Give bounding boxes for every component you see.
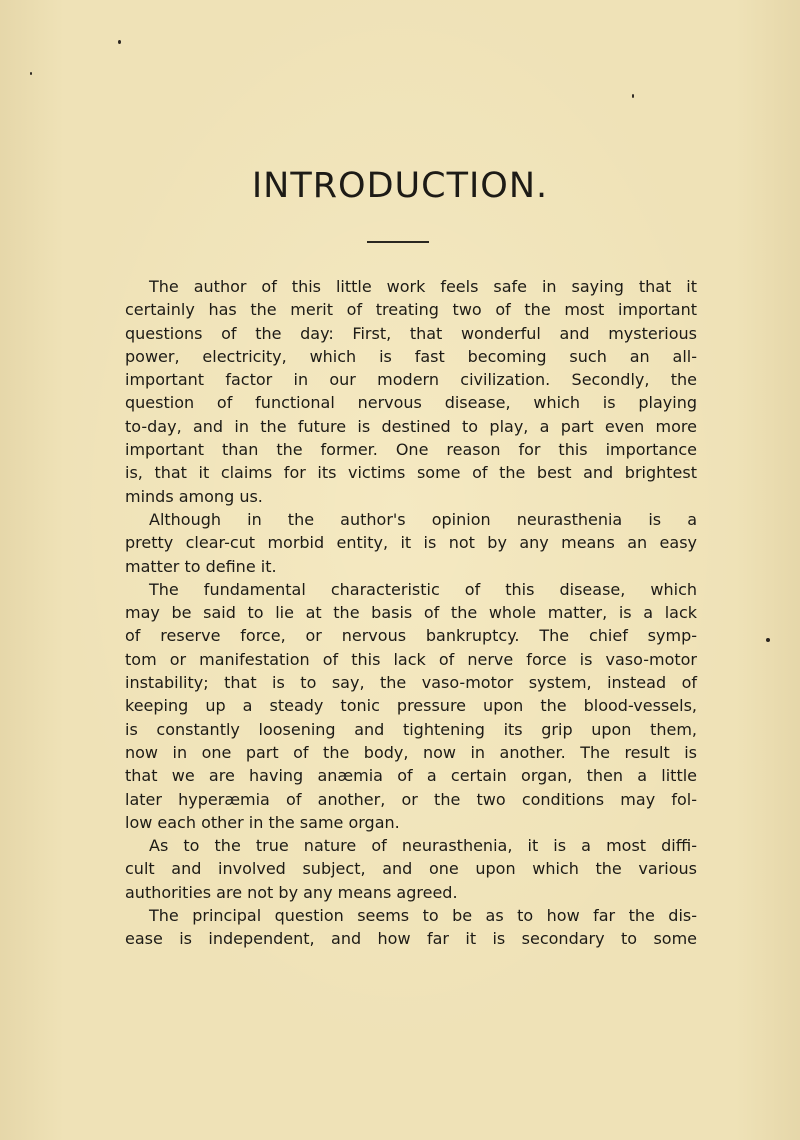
text-line: may be said to lie at the basis of the whole matter, is a lack <box>125 603 697 623</box>
text-line: questions of the day: First, that wonderful and mysterious <box>125 323 697 343</box>
text-line: power, electricity, which is fast becoming such an all- <box>125 346 697 366</box>
text-line: The fundamental characteristic of this disease, which <box>149 579 697 599</box>
text-line: The principal question seems to be as to how far the dis- <box>149 906 697 926</box>
text-line: authorities are not by any means agreed. <box>125 882 458 902</box>
text-line: instability; that is to say, the vaso-motor system, instead of <box>125 673 697 693</box>
text-line: keeping up a steady tonic pressure upon the blood-vessels, <box>125 696 697 716</box>
body-text <box>125 275 697 951</box>
text-line: matter to define it. <box>125 556 277 576</box>
text-line: tom or manifestation of this lack of nerve force is vaso-motor <box>125 649 697 669</box>
paper-speck <box>632 94 634 98</box>
page-title: INTRODUCTION. <box>251 166 549 206</box>
text-line: Although in the author's opinion neurasthenia is a <box>149 509 697 529</box>
paragraph-2 <box>125 508 697 578</box>
text-line: that we are having anæmia of a certain organ, then a little <box>125 766 697 786</box>
text-line: question of functional nervous disease, which is playing <box>125 393 697 413</box>
text-line: As to the true nature of neurasthenia, it is a most diffi- <box>149 836 697 856</box>
title-rule <box>367 241 429 243</box>
text-line: later hyperæmia of another, or the two conditions may fol- <box>125 789 697 809</box>
text-line: to-day, and in the future is destined to play, a part even more <box>125 416 697 436</box>
paper-speck <box>118 40 121 44</box>
text-line: ease is independent, and how far it is secondary to some <box>125 929 697 949</box>
paragraph-3 <box>125 578 697 834</box>
text-line: is, that it claims for its victims some of the best and brightest <box>125 463 697 483</box>
text-line: important than the former. One reason for this importance <box>125 440 697 460</box>
text-line: cult and involved subject, and one upon which the various <box>125 859 697 879</box>
text-line: important factor in our modern civilization. Secondly, the <box>125 370 697 390</box>
text-line: certainly has the merit of treating two of the most important <box>125 300 697 320</box>
text-line: The author of this little work feels safe in saying that it <box>149 277 697 296</box>
paragraph-1 <box>125 275 697 508</box>
text-line: low each other in the same organ. <box>125 812 400 832</box>
paragraph-5 <box>125 904 697 951</box>
text-line: pretty clear-cut morbid entity, it is not by any means an easy <box>125 533 697 553</box>
text-line: of reserve force, or nervous bankruptcy. The chief symp- <box>125 626 697 646</box>
text-line: now in one part of the body, now in another. The result is <box>125 742 697 762</box>
paper-speck <box>766 638 770 642</box>
paragraph-4 <box>125 834 697 904</box>
text-line: minds among us. <box>125 486 263 506</box>
paper-speck <box>30 72 32 75</box>
text-line: is constantly loosening and tightening its grip upon them, <box>125 719 697 739</box>
